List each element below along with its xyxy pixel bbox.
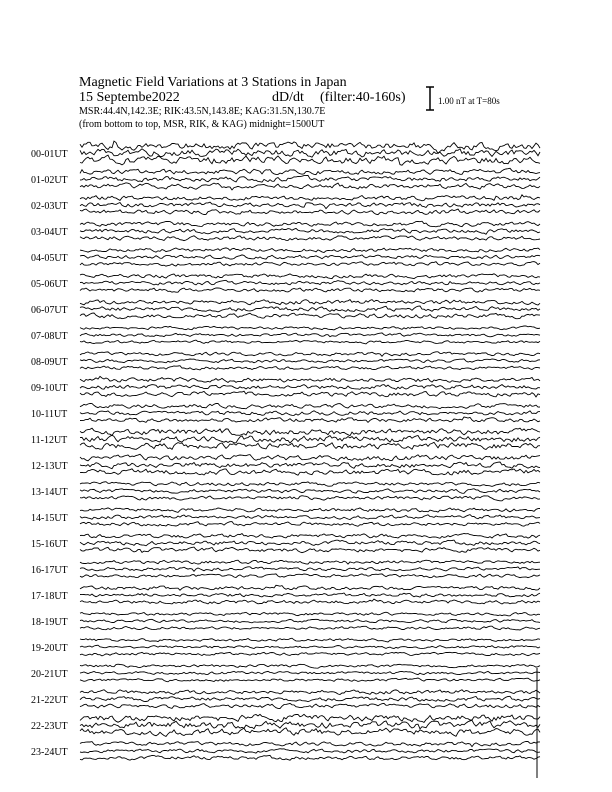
station-order-note: (from bottom to top, MSR, RIK, & KAG) midnight=1500UT xyxy=(79,119,325,130)
trace-rik xyxy=(80,306,540,312)
trace-msr xyxy=(80,496,540,501)
trace-msr xyxy=(80,574,540,578)
trace-msr xyxy=(80,209,540,215)
hour-label: 11-12UT xyxy=(31,435,68,446)
hour-label: 21-22UT xyxy=(31,695,68,706)
trace-rik xyxy=(80,435,540,443)
hour-label: 18-19UT xyxy=(31,617,68,628)
traces xyxy=(80,141,540,760)
trace-rik xyxy=(80,175,540,182)
hour-label: 23-24UT xyxy=(31,747,68,758)
trace-rik xyxy=(80,333,540,337)
trace-kag xyxy=(80,454,540,461)
trace-rik xyxy=(80,645,540,648)
chart-quantity: dD/dt xyxy=(272,90,304,105)
hour-label: 10-11UT xyxy=(31,409,68,420)
trace-msr xyxy=(80,652,540,656)
trace-msr xyxy=(80,183,540,190)
trace-msr xyxy=(80,288,540,292)
trace-msr xyxy=(80,391,540,397)
hour-label: 19-20UT xyxy=(31,643,68,654)
chart-filter: (filter:40-160s) xyxy=(320,90,406,105)
trace-msr xyxy=(80,599,540,604)
trace-rik xyxy=(80,540,540,546)
trace-rik xyxy=(80,228,540,234)
trace-msr xyxy=(80,522,540,527)
trace-rik xyxy=(80,462,540,469)
trace-rik xyxy=(80,411,540,416)
trace-kag xyxy=(80,274,540,279)
trace-kag xyxy=(80,195,540,201)
trace-kag xyxy=(80,352,540,357)
trace-msr xyxy=(80,678,540,682)
scale-label: 1.00 nT at T=80s xyxy=(438,96,500,106)
chart-date: 15 Septembe2022 xyxy=(79,90,180,105)
hour-label: 13-14UT xyxy=(31,487,68,498)
trace-kag xyxy=(80,534,540,539)
trace-rik xyxy=(80,149,540,157)
trace-msr xyxy=(80,340,540,344)
hour-label: 20-21UT xyxy=(31,669,68,680)
trace-kag xyxy=(80,612,540,616)
trace-rik xyxy=(80,385,540,390)
hour-label: 03-04UT xyxy=(31,227,68,238)
hour-label: 02-03UT xyxy=(31,201,68,212)
trace-msr xyxy=(80,703,540,708)
trace-rik xyxy=(80,619,540,623)
trace-msr xyxy=(80,755,540,760)
trace-rik xyxy=(80,696,540,701)
hour-label: 06-07UT xyxy=(31,305,68,316)
trace-msr xyxy=(80,417,540,422)
trace-kag xyxy=(80,508,540,513)
trace-kag xyxy=(80,742,540,747)
trace-msr xyxy=(80,366,540,370)
trace-kag xyxy=(80,714,540,722)
trace-rik xyxy=(80,489,540,494)
trace-msr xyxy=(80,262,540,267)
trace-kag xyxy=(80,428,540,436)
trace-rik xyxy=(80,359,540,363)
hour-label: 14-15UT xyxy=(31,513,68,524)
hour-label: 12-13UT xyxy=(31,461,68,472)
trace-msr xyxy=(80,626,540,630)
trace-rik xyxy=(80,202,540,208)
trace-kag xyxy=(80,248,540,253)
trace-rik xyxy=(80,515,540,520)
trace-kag xyxy=(80,482,540,487)
trace-kag xyxy=(80,141,540,153)
trace-kag xyxy=(80,300,540,305)
trace-kag xyxy=(80,638,540,642)
scale-bar xyxy=(426,87,500,110)
trace-msr xyxy=(80,442,540,449)
station-coordinates: MSR:44.4N,142.3E; RIK:43.5N,143.8E; KAG:31.5N,130.7E xyxy=(79,106,326,117)
hour-label: 09-10UT xyxy=(31,383,68,394)
trace-rik xyxy=(80,671,540,674)
hour-label: 17-18UT xyxy=(31,591,68,602)
trace-msr xyxy=(80,469,540,475)
chart-title: Magnetic Field Variations at 3 Stations in Japan xyxy=(79,75,347,90)
trace-msr xyxy=(80,313,540,319)
hour-labels xyxy=(31,149,68,758)
trace-msr xyxy=(80,728,540,737)
hour-label: 07-08UT xyxy=(31,331,68,342)
trace-rik xyxy=(80,567,540,572)
trace-kag xyxy=(80,403,540,408)
trace-rik xyxy=(80,593,540,597)
trace-msr xyxy=(80,547,540,553)
hour-label: 16-17UT xyxy=(31,565,68,576)
trace-kag xyxy=(80,376,540,382)
trace-rik xyxy=(80,280,540,285)
trace-rik xyxy=(80,720,540,729)
trace-rik xyxy=(80,749,540,753)
hour-label: 00-01UT xyxy=(31,149,68,160)
trace-kag xyxy=(80,585,540,590)
hour-label: 05-06UT xyxy=(31,279,68,290)
trace-kag xyxy=(80,221,540,227)
hour-label: 04-05UT xyxy=(31,253,68,264)
trace-kag xyxy=(80,690,540,695)
hour-label: 01-02UT xyxy=(31,175,68,186)
trace-kag xyxy=(80,560,540,564)
trace-msr xyxy=(80,236,540,241)
trace-rik xyxy=(80,255,540,259)
trace-kag xyxy=(80,168,540,174)
hour-label: 08-09UT xyxy=(31,357,68,368)
hour-label: 15-16UT xyxy=(31,539,68,550)
trace-kag xyxy=(80,664,540,668)
hour-label: 22-23UT xyxy=(31,721,68,732)
trace-kag xyxy=(80,326,540,330)
